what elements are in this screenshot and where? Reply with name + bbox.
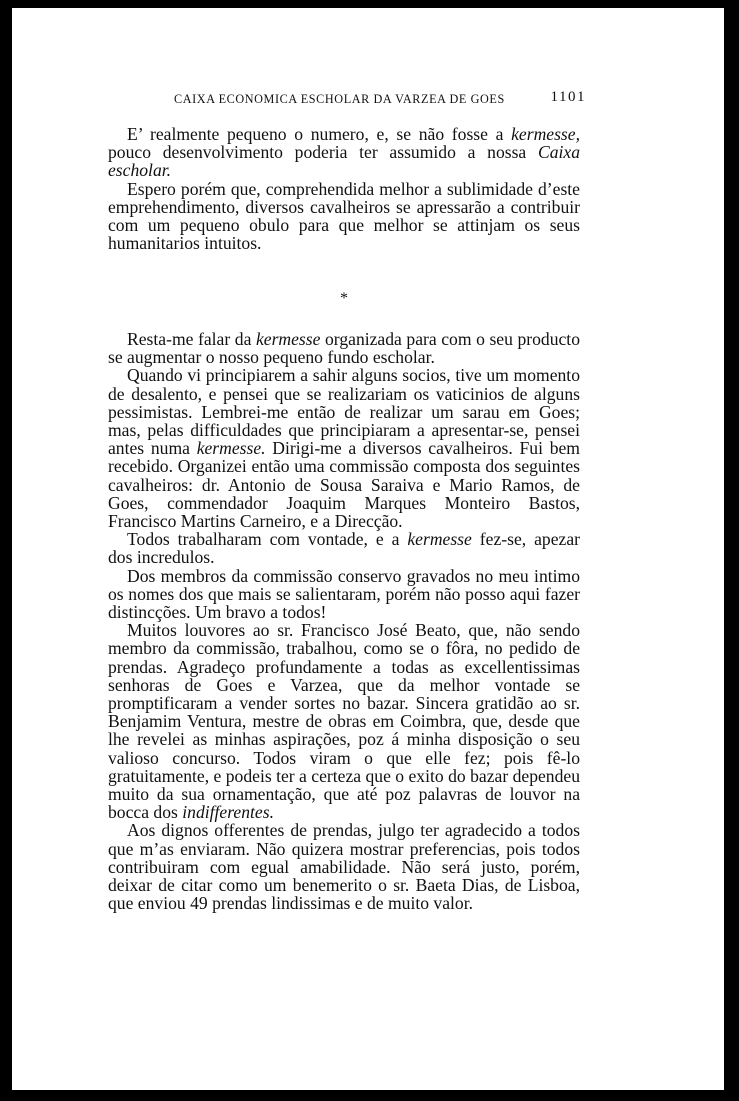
paragraph <box>108 125 580 180</box>
section-2-text <box>108 330 580 913</box>
text-run: Muitos louvores ao sr. Francisco José Beato, que, não sendo membro da commissão, trabalhou, como se o fôra, no pedido de prendas. Agradeço profundamente a todas as excellentissimas senhoras de Goes e Varzea, que da melhor vontade se promptificaram a vender sortes no bazar. Sincera gratidão ao sr. Benjamim Ventura, mestre de obras em Coimbra, que, desde que lhe revelei as minhas aspirações, poz á minha disposição o seu valioso concurso. Todos viram o que elle fez; pois fê-lo gratuitamente, e podeis ter a certeza que o exito do bazar dependeu muito da sua ornamentação, que até poz palavras de louvor na bocca dos <box>108 620 580 823</box>
running-head-title: CAIXA ECONOMICA ESCHOLAR DA VARZEA DE GOES <box>174 92 505 106</box>
paragraph <box>108 366 580 530</box>
italic-term: kermesse <box>255 329 321 349</box>
paragraph <box>108 621 580 821</box>
paragraph <box>108 530 580 566</box>
text-run: E’ realmente pequeno o numero, e, se não fosse a <box>127 124 512 144</box>
running-header <box>174 86 586 108</box>
text-run: Resta-me falar da <box>127 329 256 349</box>
text-run: Todos trabalharam com vontade, e a <box>127 529 408 550</box>
paragraph: Aos dignos offerentes de prendas, julgo ter agradecido a todos que m’as enviaram. Não quizera mostrar preferencias, pois todos contribuiram com egual amabilidade. Não será justo, porém, deixar de citar como um benemerito o sr. Baeta Dias, de Lisboa, que enviou 49 prendas lindissimas e de muito valor. <box>108 820 580 914</box>
text-run: Quando vi principiarem a sahir alguns socios, tive um momento de desalento, e pensei que se realizariam os vaticinios de alguns pessimistas. Lembrei-me então de realizar um sarau em Goes; mas, pelas difficuldades que principiaram a apresentar-se, pensei antes numa <box>108 365 580 459</box>
text-run: Dirigi-me a diversos cavalheiros. Fui bem recebido. Organizei então uma commissão composta dos seguintes cavalheiros: dr. Antonio de Sousa Saraiva e Mario Ramos, de Goes, commendador Joaquim Marques Monteiro Bastos, Francisco Martins Carneiro, e a Direcção. <box>108 438 580 532</box>
paragraph <box>108 330 580 366</box>
paragraph: Dos membros da commissão conservo gravados no meu intimo os nomes dos que mais se salientaram, porém não posso aqui fazer distincções. Um bravo a todos! <box>108 565 580 623</box>
section-1-text <box>108 125 580 252</box>
italic-term: indifferentes. <box>182 802 274 823</box>
italic-term: Caixa escholar. <box>108 142 580 181</box>
page-number: 1101 <box>550 89 586 105</box>
text-run: pouco desenvolvimento poderia ter assumido a nossa <box>108 142 538 163</box>
italic-term: kermesse, <box>511 124 580 144</box>
text-run: fez-se, apezar dos incredulos. <box>108 529 580 568</box>
paragraph: Espero porém que, comprehendida melhor a sublimidade d’este emprehendimento, diversos cavalheiros se apressarão a contribuir com um pequeno obulo para que melhor se attinjam os seus humanitarios intuitos. <box>108 178 580 254</box>
italic-term: kermesse. <box>196 438 266 459</box>
text-run: organizada para com o seu producto se augmentar o nosso pequeno fundo escholar. <box>108 329 580 368</box>
italic-term: kermesse <box>407 529 472 550</box>
section-separator: * <box>340 290 348 307</box>
